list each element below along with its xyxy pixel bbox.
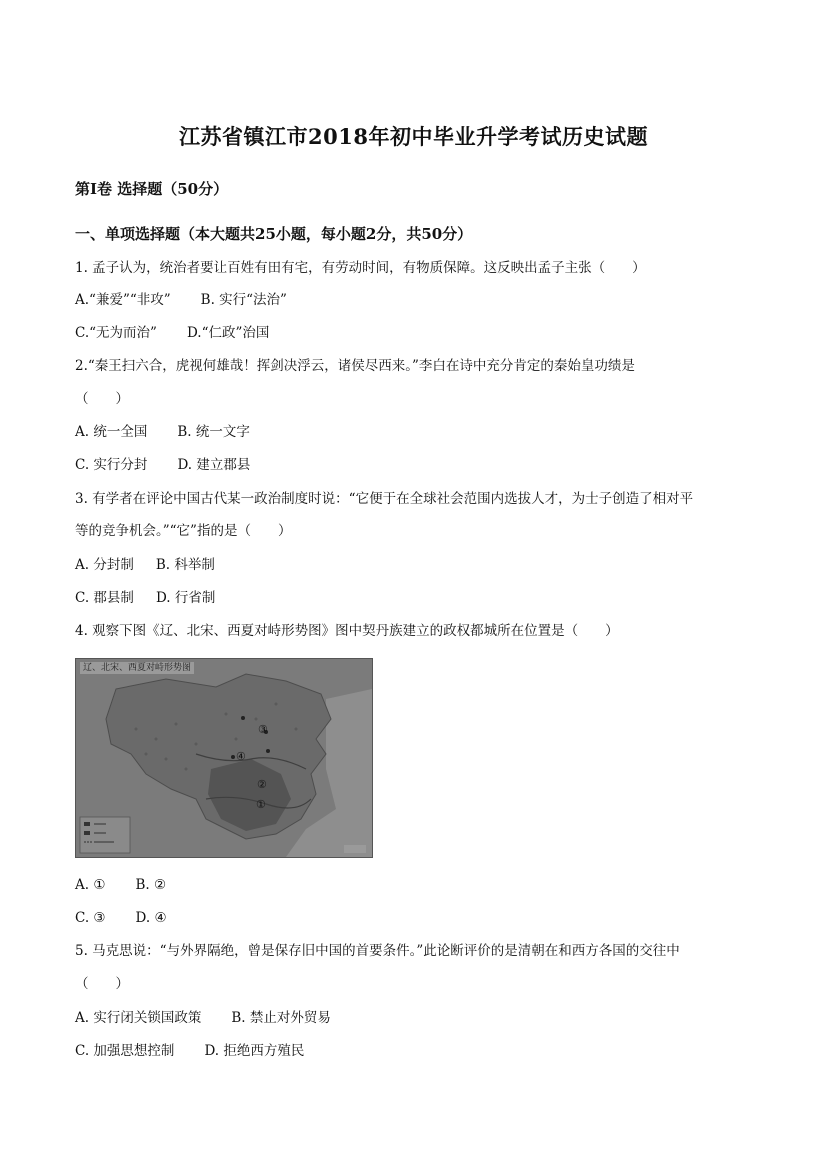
option-b[interactable]: B. ②	[135, 877, 167, 893]
map-marker-3: ③	[258, 723, 268, 736]
option-c[interactable]: C. 实行分封	[75, 457, 148, 473]
map-marker-4: ④	[236, 750, 246, 763]
option-a[interactable]: A. 分封制	[75, 557, 134, 573]
option-c[interactable]: C. 加强思想控制	[75, 1043, 175, 1059]
option-b[interactable]: B. 科举制	[155, 557, 215, 573]
option-d[interactable]: D.“仁政”治国	[186, 325, 270, 341]
option-d[interactable]: D. 拒绝西方殖民	[204, 1043, 305, 1059]
question-3-stem-cont: 等的竞争机会。”“它”指的是（ ）	[75, 523, 292, 539]
option-a[interactable]: A.“兼爱”“非攻”	[75, 292, 171, 308]
option-a[interactable]: A. ①	[75, 877, 106, 893]
option-a[interactable]: A. 统一全国	[75, 424, 148, 440]
map-marker-1: ①	[256, 798, 266, 811]
question-2-options-row-1	[75, 423, 250, 441]
option-c[interactable]: C.“无为而治”	[75, 325, 157, 341]
question-5-options-row-1	[75, 1009, 331, 1027]
question-3-stem: 3. 有学者在评论中国古代某一政治制度时说：“它便于在全球社会范围内选拔人才，为士子创造了相对平	[75, 491, 694, 507]
history-map-figure	[75, 658, 373, 858]
map-caption: 辽、北宋、西夏对峙形势图	[80, 662, 194, 674]
question-1-stem: 1. 孟子认为，统治者要让百姓有田有宅，有劳动时间，有物质保障。这反映出孟子主张（ ）	[75, 260, 646, 276]
question-1-options-row-1	[75, 291, 287, 309]
question-4-stem: 4. 观察下图《辽、北宋、西夏对峙形势图》图中契丹族建立的政权都城所在位置是（ ）	[75, 623, 619, 639]
section-heading: 一、单项选择题（本大题共25小题，每小题2分，共50分）	[75, 225, 473, 243]
question-1-options-row-2	[75, 324, 269, 342]
question-2-stem-cont: （ ）	[75, 391, 129, 407]
option-b[interactable]: B. 统一文字	[177, 424, 250, 440]
question-4-options-row-1	[75, 876, 166, 894]
page-title: 江苏省镇江市2018年初中毕业升学考试历史试题	[179, 124, 648, 149]
part-heading: 第Ⅰ卷 选择题（50分）	[75, 180, 229, 198]
question-5-options-row-2	[75, 1042, 304, 1060]
option-b[interactable]: B. 实行“法治”	[200, 292, 287, 308]
question-2-options-row-2	[75, 456, 250, 474]
map-marker-2: ②	[257, 778, 267, 791]
question-5-stem-cont: （ ）	[75, 976, 129, 992]
question-4-options-row-2	[75, 909, 167, 927]
option-c[interactable]: C. 郡县制	[75, 590, 134, 606]
option-c[interactable]: C. ③	[75, 910, 106, 926]
question-3-options-row-2	[75, 589, 215, 607]
option-a[interactable]: A. 实行闭关锁国政策	[75, 1010, 202, 1026]
option-d[interactable]: D. 建立郡县	[177, 457, 251, 473]
question-2-stem: 2.“秦王扫六合，虎视何雄哉！挥剑决浮云，诸侯尽西来。”李白在诗中充分肯定的秦始皇功绩是	[75, 358, 635, 374]
option-b[interactable]: B. 禁止对外贸易	[231, 1010, 331, 1026]
option-d[interactable]: D. 行省制	[155, 590, 216, 606]
option-d[interactable]: D. ④	[135, 910, 167, 926]
map-graphic	[76, 659, 372, 857]
question-5-stem: 5. 马克思说：“与外界隔绝，曾是保存旧中国的首要条件。”此论断评价的是清朝在和西方各国的交往中	[75, 943, 680, 959]
question-3-options-row-1	[75, 556, 215, 574]
